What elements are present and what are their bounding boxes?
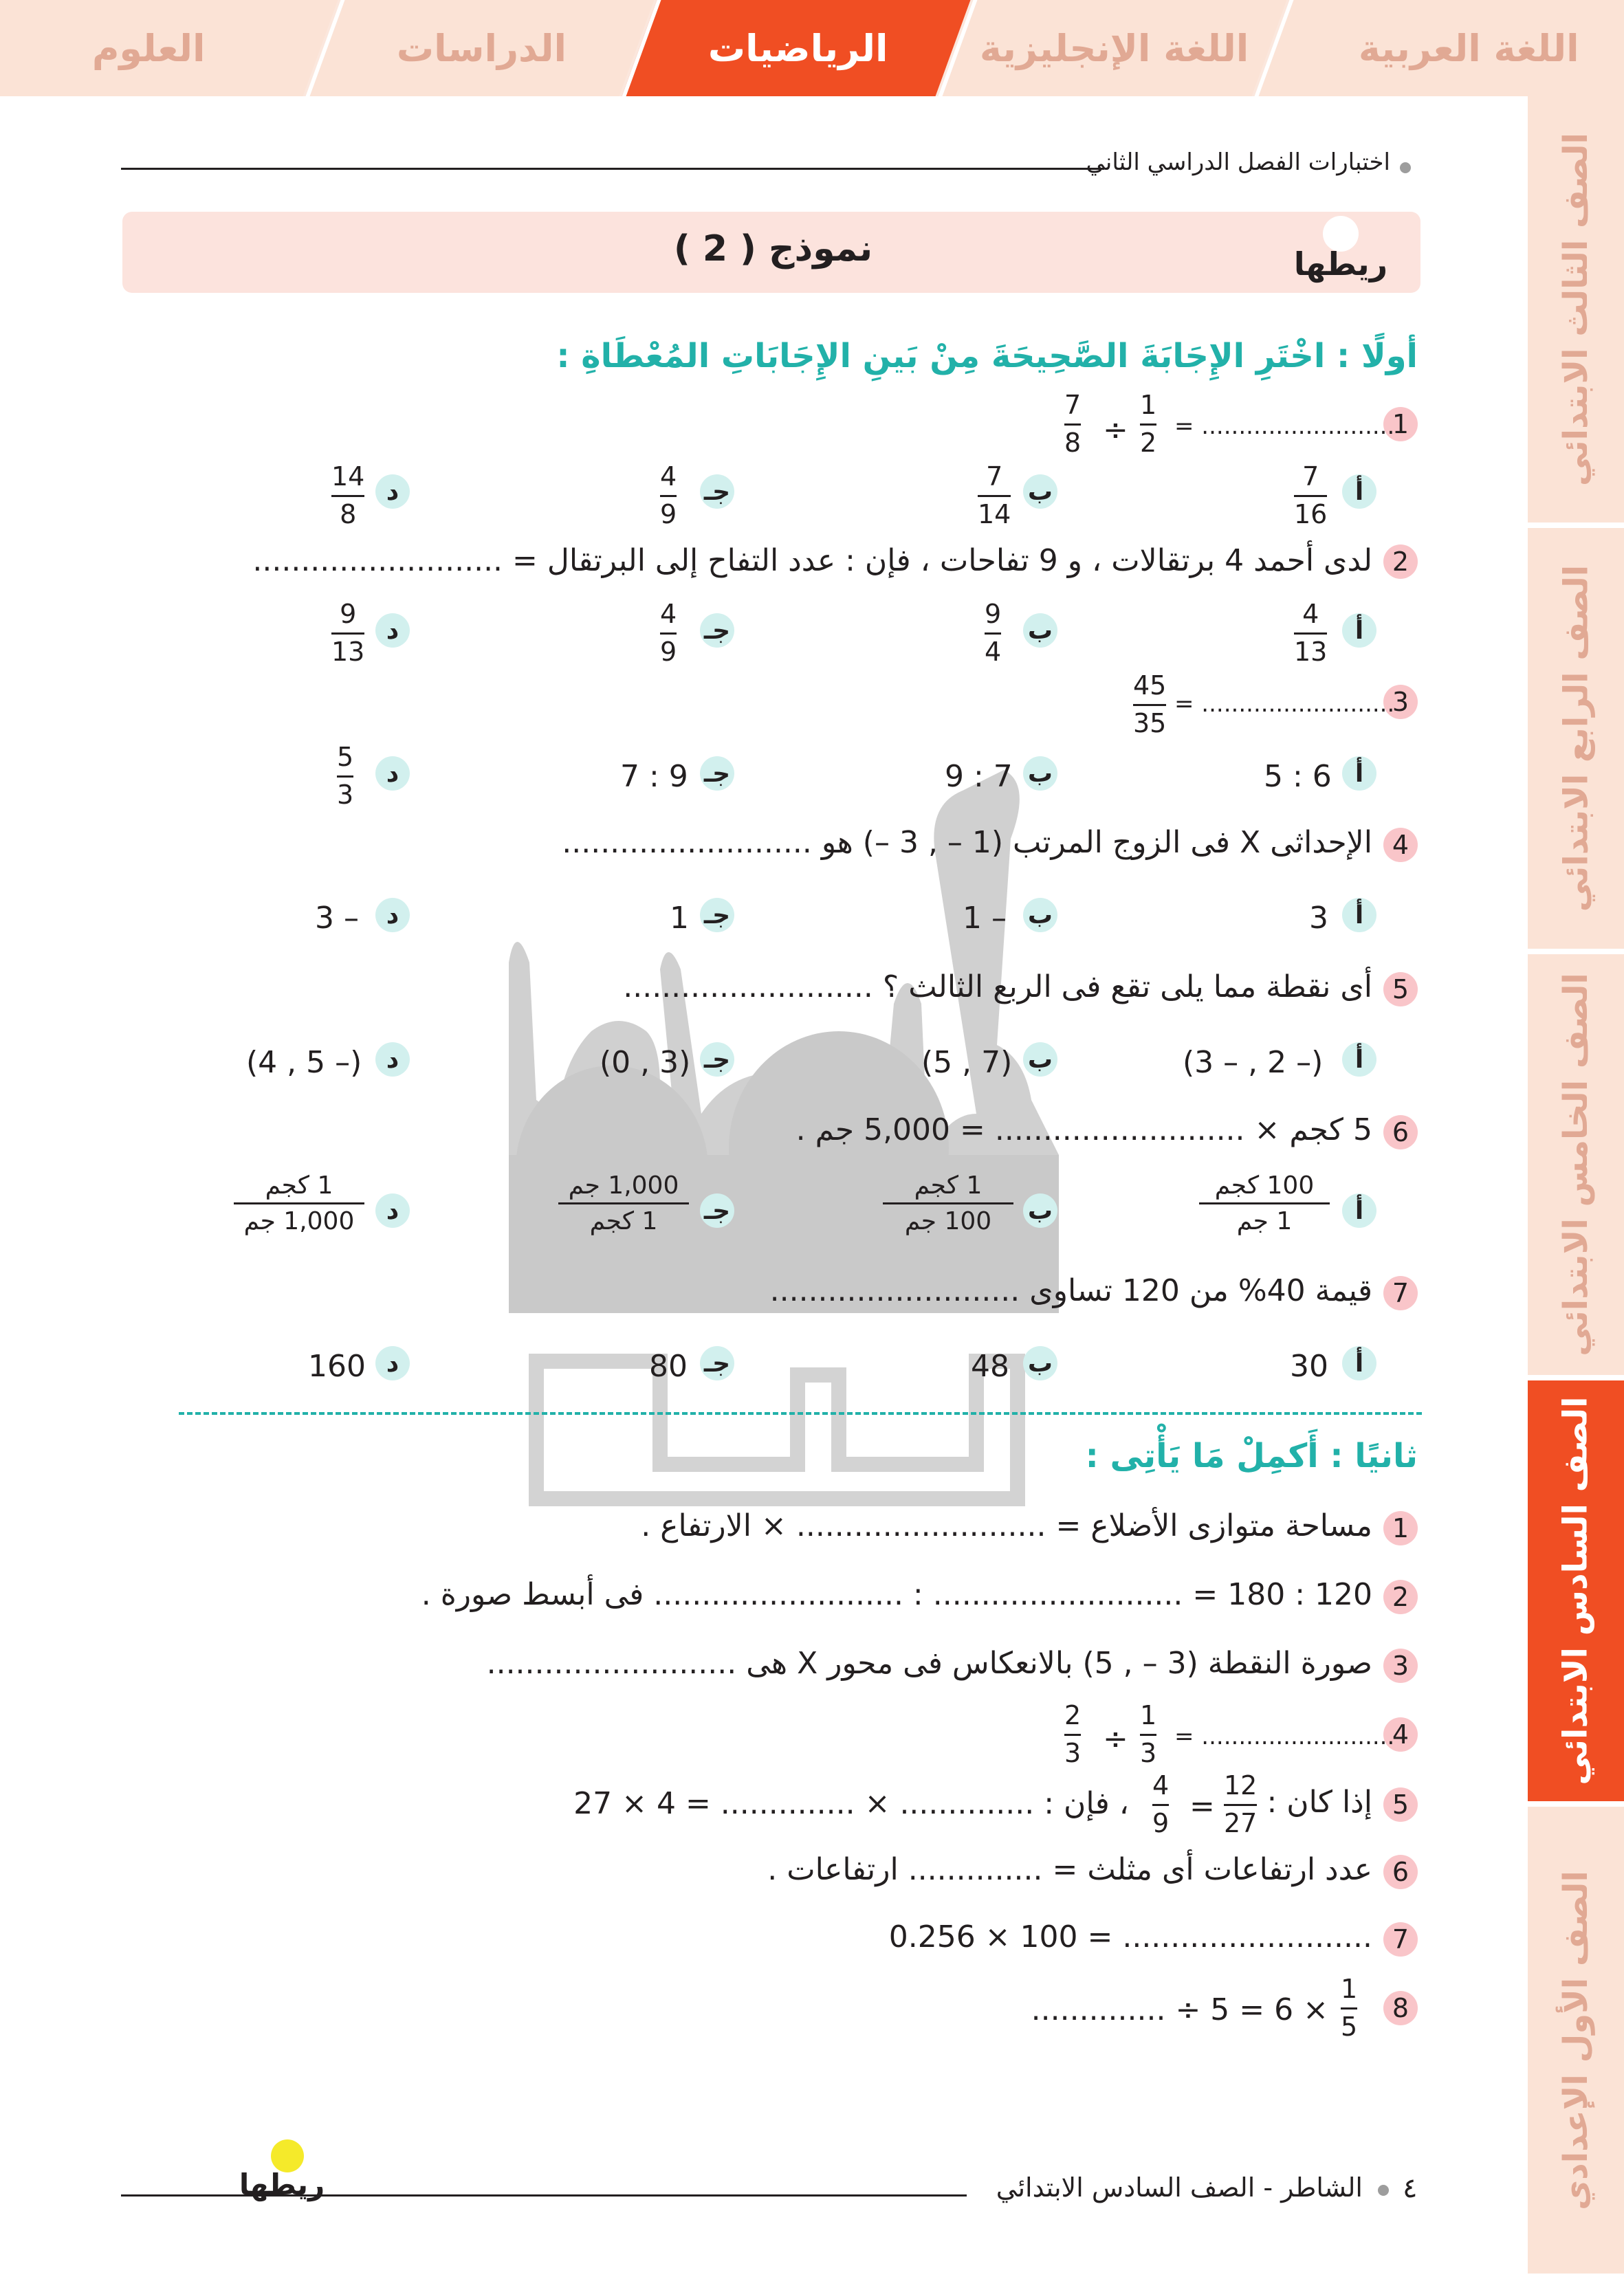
option-letter-a: أ (1342, 756, 1376, 791)
question-text: 0.256 × 100 = .......................... (888, 1919, 1372, 1955)
fraction: 12 27 (1224, 1770, 1258, 1838)
option-letter-c: جـ (700, 1193, 734, 1228)
option-letter-a: أ (1342, 1193, 1376, 1228)
model-title: نموذج ( 2 ) (674, 228, 873, 269)
option-letter-b: ب (1023, 756, 1057, 791)
question-text: .............. ÷ 5 = 6 × (1031, 1992, 1328, 2027)
tab-science[interactable] (0, 0, 338, 96)
question-number: 2 (1383, 1580, 1418, 1614)
question-number: 7 (1383, 1276, 1418, 1310)
option-letter-c: جـ (700, 1042, 734, 1077)
question-number: 5 (1383, 1787, 1418, 1822)
sidetab-grade4[interactable] (1528, 528, 1624, 954)
option-letter-c: جـ (700, 898, 734, 932)
question-prefix: إذا كان : (1266, 1785, 1372, 1820)
option-letter-b: ب (1023, 613, 1057, 648)
option-value[interactable]: 5 : 6 (1264, 759, 1332, 794)
footer-dot (1378, 2185, 1389, 2196)
option-letter-a: أ (1342, 898, 1376, 932)
page-number: ٤ (1403, 2172, 1418, 2204)
option-value[interactable]: 48 (971, 1349, 1009, 1384)
option-value[interactable]: 1 – (963, 901, 1007, 936)
option-value[interactable]: 5 3 (337, 742, 354, 810)
question-number: 1 (1383, 1511, 1418, 1545)
option-letter-b: ب (1023, 898, 1057, 932)
option-value[interactable]: 3 – (315, 901, 359, 936)
option-value[interactable]: (0 , 3) (600, 1045, 691, 1080)
answer-blank[interactable]: = .......................... (1174, 1723, 1395, 1750)
fraction: 4 9 (1152, 1770, 1170, 1838)
tab-label: اللغة العربية (1358, 26, 1579, 70)
tab-social-studies[interactable] (306, 0, 655, 96)
bullet-dot (1400, 162, 1411, 173)
sidetab-label: الصف الخامس الابتدائي (1557, 973, 1596, 1356)
option-value[interactable]: (4 , 5 –) (246, 1045, 362, 1080)
option-letter-b: ب (1023, 1042, 1057, 1077)
question-suffix: ، فإن : .............. × .............. = 4 × 27 (573, 1786, 1129, 1821)
question-number: 4 (1383, 828, 1418, 862)
tab-arabic[interactable] (1255, 0, 1624, 96)
option-value[interactable]: 7 : 9 (620, 759, 688, 794)
sidetab-grade5[interactable] (1528, 954, 1624, 1380)
tab-english[interactable] (939, 0, 1287, 96)
question-number: 3 (1383, 685, 1418, 719)
option-value[interactable]: 4 13 (1294, 599, 1328, 667)
option-letter-c: جـ (700, 613, 734, 648)
question-number: 8 (1383, 1991, 1418, 2025)
answer-blank[interactable]: = .......................... (1174, 412, 1395, 440)
option-value[interactable]: 9 4 (985, 599, 1002, 667)
fraction: 1 2 (1140, 390, 1157, 458)
logo-text: ريطها (239, 2168, 325, 2201)
operator: ÷ (1103, 412, 1128, 448)
option-letter-b: ب (1023, 1193, 1057, 1228)
fraction: 2 3 (1064, 1700, 1082, 1768)
subject-tabs (0, 0, 1624, 96)
tab-label: اللغة الإنجليزية (980, 26, 1249, 70)
fraction: 1 5 (1341, 1974, 1358, 2042)
footer-rule (121, 2194, 967, 2197)
option-value[interactable]: 100 كجم 1 جم (1199, 1171, 1330, 1236)
question-number: 7 (1383, 1922, 1418, 1957)
fraction: 1 3 (1140, 1700, 1157, 1768)
option-value[interactable]: 9 13 (331, 599, 365, 667)
option-letter-c: جـ (700, 1346, 734, 1380)
option-value[interactable]: 1 (670, 901, 689, 936)
part2-title: ثانيًا : أَكمِلْ مَا يَأْتِى : (1085, 1437, 1418, 1475)
option-value[interactable]: 1 كجم 1,000 جم (234, 1171, 364, 1236)
grade-tabs (1528, 96, 1624, 2274)
question-number: 1 (1383, 407, 1418, 441)
sidetab-grade3[interactable] (1528, 96, 1624, 528)
question-text: عدد ارتفاعات أى مثلث = .............. ارتفاعات . (767, 1852, 1372, 1887)
section-divider (179, 1412, 1422, 1415)
option-value[interactable]: 9 : 7 (945, 759, 1013, 794)
sidetab-label: الصف الثالث الابتدائي (1557, 133, 1595, 486)
question-number: 6 (1383, 1115, 1418, 1149)
option-value[interactable]: 1,000 جم 1 كجم (558, 1171, 689, 1236)
option-letter-a: أ (1342, 1042, 1376, 1077)
question-number: 2 (1383, 544, 1418, 579)
question-number: 5 (1383, 972, 1418, 1006)
question-text: 5 كجم × .......................... = 5,000 جم . (795, 1112, 1372, 1147)
option-letter-d: د (375, 613, 410, 648)
option-letter-b: ب (1023, 1346, 1057, 1380)
question-text: أى نقطة مما يلى تقع فى الربع الثالث ؟ .......................... (623, 969, 1372, 1004)
logo (1293, 206, 1389, 296)
sidetab-label: الصف الرابع الابتدائي (1557, 564, 1596, 912)
option-letter-a: أ (1342, 1346, 1376, 1380)
fraction: 7 8 (1064, 390, 1082, 458)
footer-text: الشاطر - الصف السادس الابتدائي (996, 2172, 1363, 2203)
option-value[interactable]: 7 14 (978, 461, 1011, 529)
option-value[interactable]: 3 (1309, 901, 1328, 936)
question-text: 120 : 180 = .......................... : .......................... فى أبسط صورة . (421, 1577, 1372, 1612)
operator: = (1189, 1789, 1215, 1824)
option-letter-d: د (375, 1042, 410, 1077)
option-letter-c: جـ (700, 474, 734, 509)
option-letter-d: د (375, 898, 410, 932)
option-value[interactable]: 4 9 (660, 599, 677, 667)
section-title: اختبارات الفصل الدراسي الثاني (1086, 148, 1390, 176)
question-number: 4 (1383, 1717, 1418, 1752)
tab-label: الرياضيات (708, 26, 888, 70)
option-value[interactable]: 80 (649, 1349, 688, 1384)
option-value[interactable]: 14 8 (331, 461, 365, 529)
tab-math[interactable] (622, 0, 971, 96)
option-letter-c: جـ (700, 756, 734, 791)
option-value[interactable]: (5 , 7) (921, 1045, 1013, 1080)
tab-label: العلوم (91, 26, 206, 70)
question-number: 3 (1383, 1649, 1418, 1683)
sidetab-label: الصف السادس الابتدائي (1557, 1396, 1595, 1785)
option-letter-d: د (375, 474, 410, 509)
question-number: 6 (1383, 1855, 1418, 1889)
option-value[interactable]: 4 9 (660, 461, 677, 529)
option-letter-d: د (375, 756, 410, 791)
option-letter-b: ب (1023, 474, 1057, 509)
operator: ÷ (1103, 1721, 1128, 1757)
sidetab-grade6[interactable] (1528, 1380, 1624, 1807)
option-value[interactable]: 30 (1290, 1349, 1328, 1384)
sidetab-label: الصف الأول الإعدادي (1557, 1870, 1596, 2210)
fraction: 45 35 (1133, 670, 1167, 738)
option-value[interactable]: 7 16 (1294, 461, 1328, 529)
option-letter-a: أ (1342, 613, 1376, 648)
question-text: قيمة 40% من 120 تساوى .......................... (769, 1273, 1372, 1308)
question-text: صورة النقطة (3 – , 5) بالانعكاس فى محور X هى .......................... (486, 1646, 1372, 1681)
logo-text: ريطها (1293, 245, 1388, 283)
question-text: مساحة متوازى الأضلاع = .......................... × الارتفاع . (641, 1508, 1372, 1543)
sidetab-prep1[interactable] (1528, 1807, 1624, 2279)
tab-label: الدراسات (397, 26, 567, 70)
option-letter-d: د (375, 1346, 410, 1380)
answer-blank[interactable]: = .......................... (1174, 690, 1395, 718)
option-letter-a: أ (1342, 474, 1376, 509)
question-text: لدى أحمد 4 برتقالات ، و 9 تفاحات ، فإن : عدد التفاح إلى البرتقال = .......................... (252, 543, 1372, 578)
option-value[interactable]: 160 (308, 1349, 366, 1384)
option-letter-d: د (375, 1193, 410, 1228)
question-text: الإحداثى X فى الزوج المرتب (1 – , 3 –) هو .......................... (562, 825, 1372, 860)
option-value[interactable]: 1 كجم 100 جم (883, 1171, 1013, 1236)
section-rule (121, 168, 1104, 170)
option-value[interactable]: (3 – , 2 –) (1183, 1045, 1324, 1080)
part1-title: أولًا : اخْتَرِ الإِجَابَةَ الصَّحِيحَةَ مِنْ بَينِ الإِجَابَاتِ المُعْطَاةِ : (556, 337, 1418, 375)
